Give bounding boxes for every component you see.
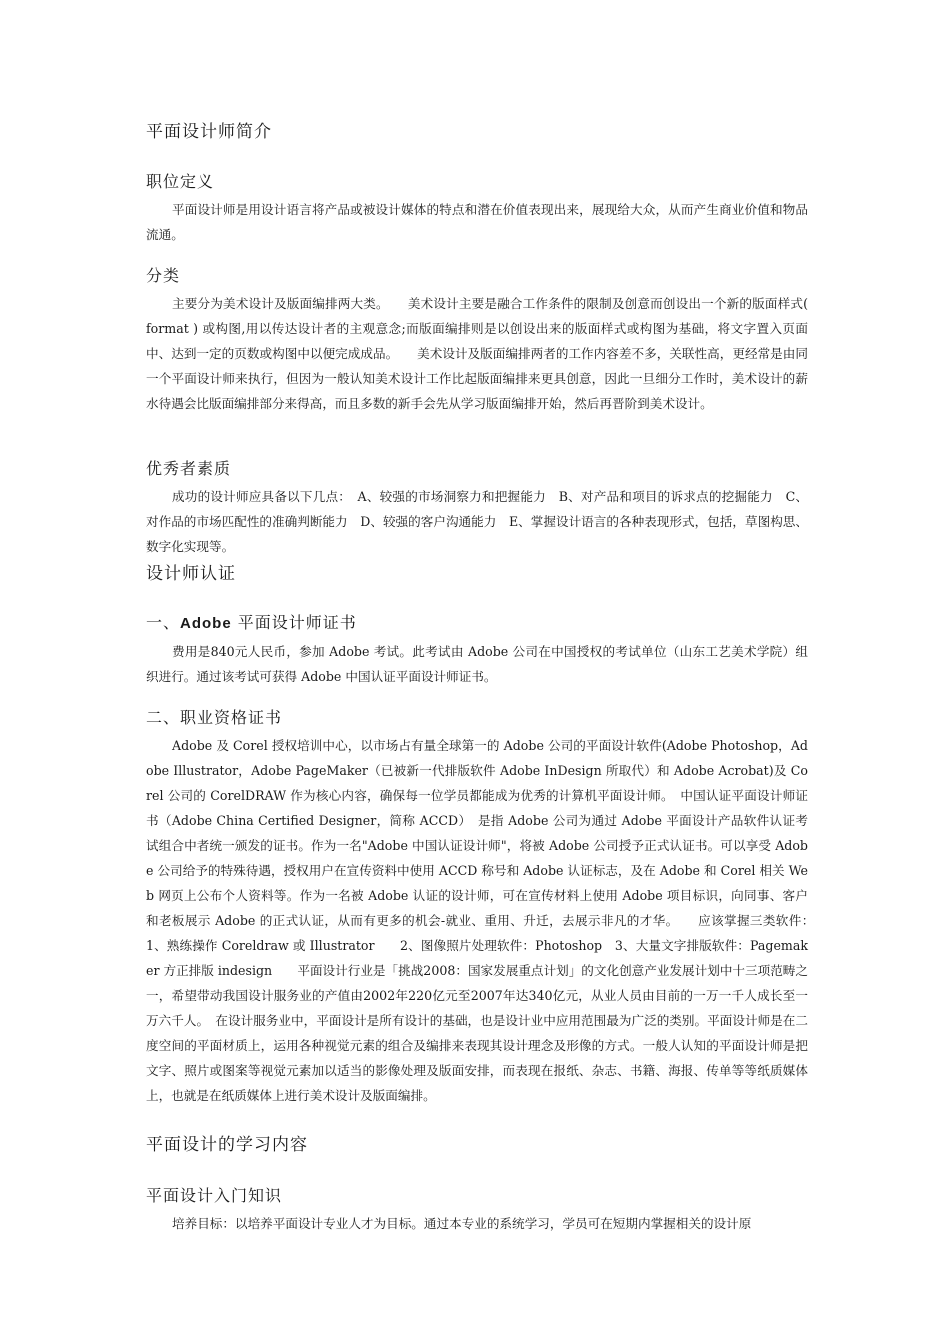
paragraph-job-definition: 平面设计师是用设计语言将产品或被设计媒体的特点和潜在价值表现出来，展现给大众，从而产生商业价值和物品流通。	[146, 202, 808, 242]
adobe-bold-label: Adobe	[180, 615, 232, 632]
paragraph-intro-knowledge: 培养目标：以培养平面设计专业人才为目标。通过本专业的系统学习，学员可在短期内掌握相关的设计原	[172, 1216, 752, 1231]
section-heading-qualities: 优秀者素质	[146, 459, 232, 478]
paragraph-professional-certificate: Adobe 及 Corel 授权培训中心，以市场占有量全球第一的 Adobe 公司的平面设计软件(Adobe Photoshop，Adobe Illustrator，Adobe PageMaker（已被新一代排版软件 Adobe InDesign 所取代）和 Adobe Acrobat)及 Corel 公司的 CorelDRAW 作为核心内容，确保每一位学员都能成为优秀的计算机平面设计师。 中国认证平面设计师证书（Adobe China Certified Designer，简称 ACCD） 是指 Adobe 公司为通过 Adobe 平面设计产品软件认证考试组合中者统一颁发的证书。作为一名"Adobe 中国认证设计师"，将被 Adobe 公司授予正式认证书。可以享受 Adobe 公司给予的特殊待遇，授权用户在宣传资料中使用 ACCD 称号和 Adobe 认证标志，及在 Adobe 和 Corel 相关 Web 网页上公布个人资料等。作为一名被 Adobe 认证的设计师，可在宣传材料上使用 Adobe 项目标识，向同事、客户和老板展示 Adobe 的正式认证，从而有更多的机会-就业、重用、升迁，去展示非凡的才华。 应该掌握三类软件： 1、熟练操作 Coreldraw 或 Illustrator 2、图像照片处理软件：Photoshop 3、大量文字排版软件：Pagemaker 方正排版 indesign 平面设计行业是「挑战2008：国家发展重点计划」的文化创意产业发展计划中十三项范畴之一，希望带动我国设计服务业的产值由2002年220亿元至2007年达340亿元，从业人员由目前的一万一千人成长至一万六千人。 在设计服务业中，平面设计是所有设计的基础，也是设计业中应用范围最为广泛的类别。平面设计师是在二度空间的平面材质上，运用各种视觉元素的组合及编排来表现其设计理念及形像的方式。一般人认知的平面设计师是把文字、照片或图案等视觉元素加以适当的影像处理及版面安排，而表现在报纸、杂志、书籍、海报、传单等等纸质媒体上，也就是在纸质媒体上进行美术设计及版面编排。	[146, 738, 834, 1103]
section-heading-learning-content: 平面设计的学习内容	[146, 1135, 308, 1155]
section-heading-classification: 分类	[146, 266, 181, 285]
subheading-professional-certificate: 二、职业资格证书	[146, 708, 283, 727]
section-heading-certification: 设计师认证	[146, 564, 236, 584]
subheading-intro-knowledge: 平面设计入门知识	[146, 1186, 283, 1205]
section-heading-job-definition: 职位定义	[146, 172, 215, 191]
paragraph-classification: 主要分为美术设计及版面编排两大类。 美术设计主要是融合工作条件的限制及创意而创设出一个新的版面样式( format ) 或构图,用以传达设计者的主观意念;而版面编排则是以创设出来的版面样式或构图为基础，将文字置入页面中、达到一定的页数或构图中以便完成成品。 美术设计及版面编排两者的工作内容差不多，关联性高，更经常是由同一个平面设计师来执行，但因为一般认知美术设计工作比起版面编排来更具创意，因此一旦细分工作时，美术设计的薪水待遇会比版面编排部分来得高，而且多数的新手会先从学习版面编排开始，然后再晋阶到美术设计。	[146, 296, 808, 411]
subheading-prefix: 一、	[146, 613, 181, 632]
subheading-adobe-certificate	[146, 610, 357, 633]
subheading-rest: 平面设计师证书	[231, 613, 357, 632]
document-title: 平面设计师简介	[146, 122, 272, 142]
paragraph-qualities: 成功的设计师应具备以下几点： A、较强的市场洞察力和把握能力 B、对产品和项目的诉求点的挖掘能力 C、对作品的市场匹配性的准确判断能力 D、较强的客户沟通能力 E、掌握设计语言的各种表现形式，包括，草图构思、数字化实现等。	[146, 489, 808, 554]
paragraph-adobe-certificate: 费用是840元人民币，参加 Adobe 考试。此考试由 Adobe 公司在中国授权的考试单位（山东工艺美术学院）组织进行。通过该考试可获得 Adobe 中国认证平面设计师证书。	[146, 644, 808, 684]
